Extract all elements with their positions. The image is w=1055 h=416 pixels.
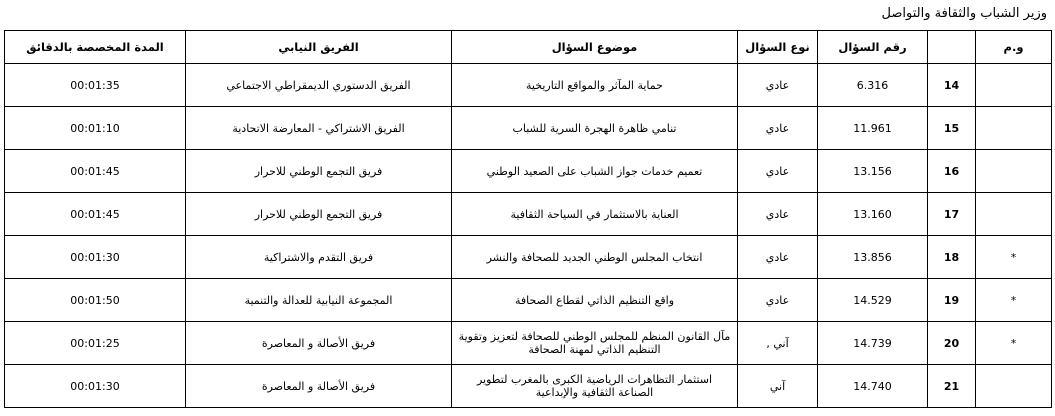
cell-number: 20: [928, 322, 976, 365]
cell-mark: *: [976, 236, 1052, 279]
cell-question-no: 6.316: [818, 64, 928, 107]
cell-number: 19: [928, 279, 976, 322]
table-row: [5, 193, 1052, 236]
questions-table: [4, 30, 1052, 408]
ministry-title: وزير الشباب والثقافة والتواصل: [881, 6, 1047, 21]
cell-number: 15: [928, 107, 976, 150]
cell-mark: *: [976, 279, 1052, 322]
cell-group: فريق التجمع الوطني للاحرار: [186, 193, 452, 236]
cell-subject: حماية المآثر والمواقع التاريخية: [452, 64, 738, 107]
col-header-subject: موضوع السؤال: [452, 31, 738, 64]
cell-question-type: عادي: [738, 193, 818, 236]
cell-question-type: عادي: [738, 236, 818, 279]
table-header-row: [5, 31, 1052, 64]
table-row: [5, 107, 1052, 150]
cell-subject: واقع التنظيم الذاتي لقطاع الصحافة: [452, 279, 738, 322]
cell-number: 17: [928, 193, 976, 236]
cell-number: 21: [928, 365, 976, 408]
table-row: [5, 236, 1052, 279]
cell-question-no: 14.529: [818, 279, 928, 322]
cell-group: فريق التقدم والاشتراكية: [186, 236, 452, 279]
cell-question-no: 13.856: [818, 236, 928, 279]
cell-question-type: آني ,: [738, 322, 818, 365]
cell-time: 00:01:30: [5, 365, 186, 408]
cell-subject: استثمار التظاهرات الرياضية الكبرى بالمغرب لتطوير الصناعة الثقافية والإبداعية: [452, 365, 738, 408]
cell-question-type: عادي: [738, 107, 818, 150]
cell-question-no: 13.156: [818, 150, 928, 193]
table-row: [5, 365, 1052, 408]
cell-mark: [976, 64, 1052, 107]
cell-number: 14: [928, 64, 976, 107]
cell-subject: مآل القانون المنظم للمجلس الوطني للصحافة لتعزيز وتقوية التنظيم الذاتي لمهنة الصحافة: [452, 322, 738, 365]
table-row: [5, 64, 1052, 107]
cell-question-no: 14.739: [818, 322, 928, 365]
cell-group: الفريق الدستوري الديمقراطي الاجتماعي: [186, 64, 452, 107]
cell-group: المجموعة النيابية للعدالة والتنمية: [186, 279, 452, 322]
table-row: [5, 322, 1052, 365]
col-header-group: الفريق النيابي: [186, 31, 452, 64]
col-header-w-m: و.م: [976, 31, 1052, 64]
col-header-number: [928, 31, 976, 64]
cell-time: 00:01:45: [5, 150, 186, 193]
cell-number: 16: [928, 150, 976, 193]
cell-subject: العناية بالاستثمار في السياحة الثقافية: [452, 193, 738, 236]
cell-group: فريق الأصالة و المعاصرة: [186, 365, 452, 408]
cell-question-no: 14.740: [818, 365, 928, 408]
cell-subject: انتخاب المجلس الوطني الجديد للصحافة والنشر: [452, 236, 738, 279]
cell-time: 00:01:45: [5, 193, 186, 236]
col-header-question-no: رقم السؤال: [818, 31, 928, 64]
cell-question-type: عادي: [738, 150, 818, 193]
cell-mark: [976, 365, 1052, 408]
cell-mark: [976, 193, 1052, 236]
col-header-time: المدة المخصصة بالدقائق: [5, 31, 186, 64]
cell-subject: تعميم خدمات جواز الشباب على الصعيد الوطني: [452, 150, 738, 193]
cell-time: 00:01:10: [5, 107, 186, 150]
col-header-question-type: نوع السؤال: [738, 31, 818, 64]
cell-number: 18: [928, 236, 976, 279]
cell-question-no: 13.160: [818, 193, 928, 236]
cell-time: 00:01:35: [5, 64, 186, 107]
cell-time: 00:01:30: [5, 236, 186, 279]
table-row: [5, 150, 1052, 193]
cell-subject: تنامي ظاهرة الهجرة السرية للشباب: [452, 107, 738, 150]
cell-question-type: عادي: [738, 64, 818, 107]
cell-question-type: آني: [738, 365, 818, 408]
table-row: [5, 279, 1052, 322]
cell-time: 00:01:50: [5, 279, 186, 322]
cell-time: 00:01:25: [5, 322, 186, 365]
cell-group: فريق الأصالة و المعاصرة: [186, 322, 452, 365]
cell-question-type: عادي: [738, 279, 818, 322]
cell-group: فريق التجمع الوطني للاحرار: [186, 150, 452, 193]
cell-mark: [976, 107, 1052, 150]
cell-mark: [976, 150, 1052, 193]
cell-question-no: 11.961: [818, 107, 928, 150]
cell-group: الفريق الاشتراكي - المعارضة الاتحادية: [186, 107, 452, 150]
cell-mark: *: [976, 322, 1052, 365]
